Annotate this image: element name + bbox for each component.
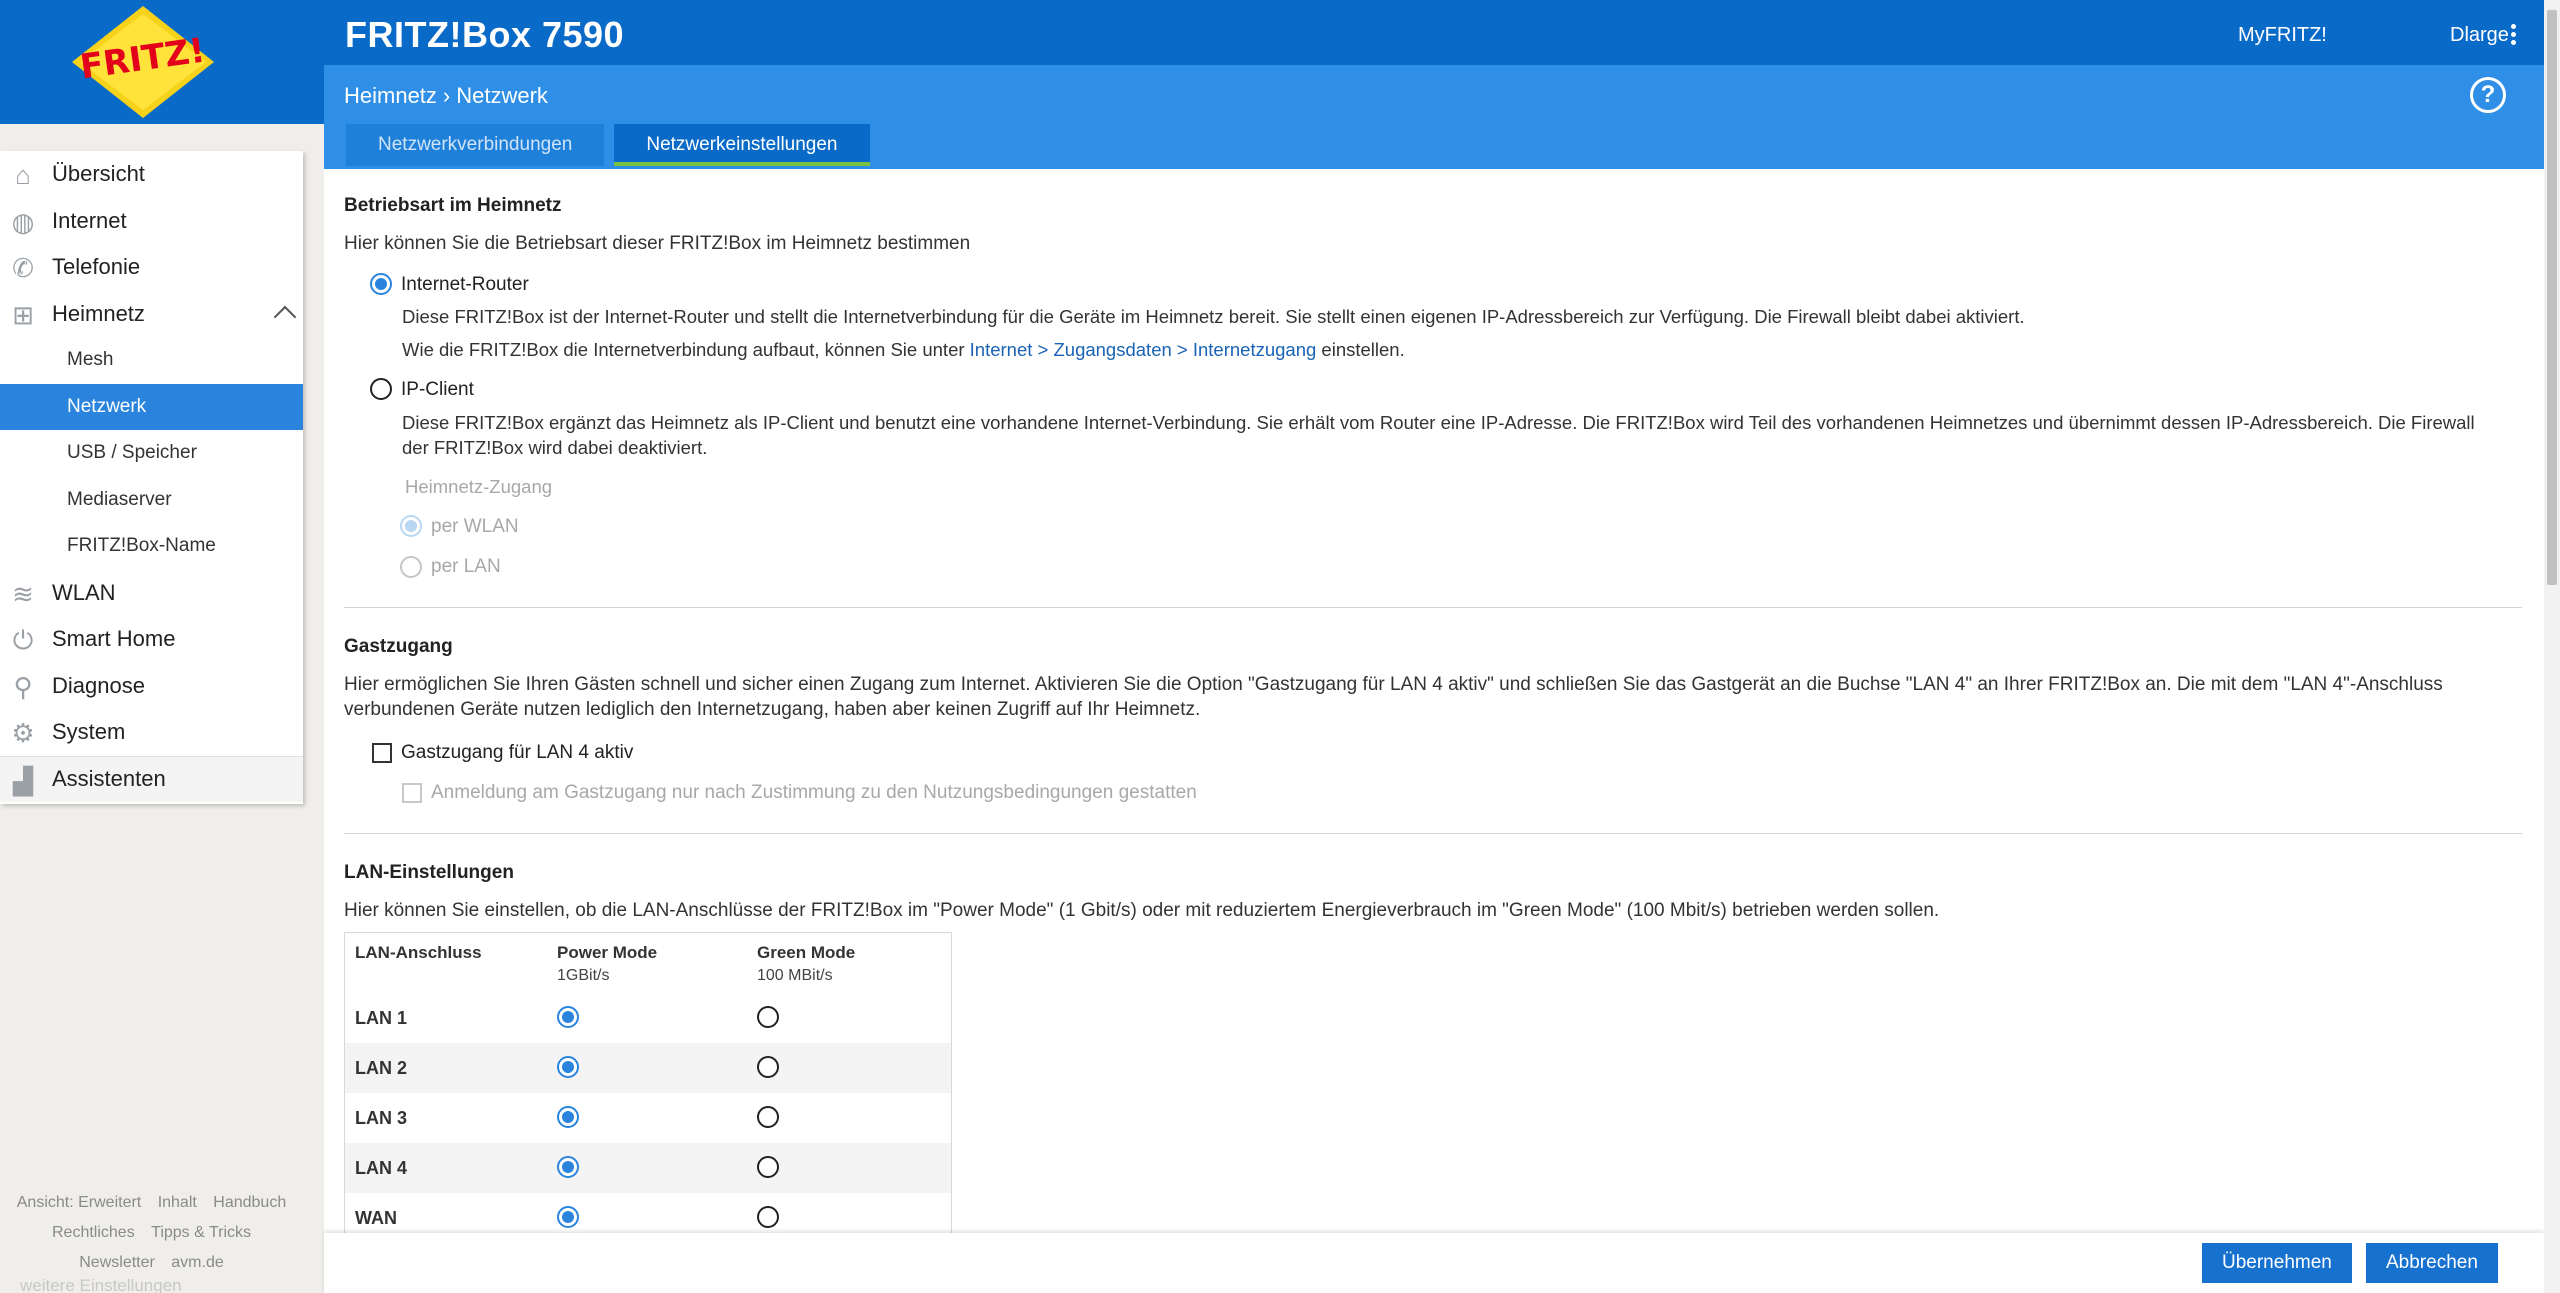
sidebar-item-smart-home[interactable] <box>0 616 303 663</box>
internet-router-desc: Diese FRITZ!Box ist der Internet-Router und stellt die Internetverbindung für die Geräte im Heimnetz bereit. Sie stellt einen eigenen IP-Adressbereich zur Verfügung. Die Firewall bleibt dabei aktiviert. <box>402 306 2025 327</box>
globe-icon: ◍ <box>11 206 35 237</box>
sidebar-item-wlan[interactable] <box>0 570 303 617</box>
gastzugang-checkbox[interactable] <box>372 743 392 763</box>
assistant-icon: ▟ <box>13 765 33 796</box>
ip-client-label[interactable]: IP-Client <box>401 379 474 400</box>
table-row <box>345 1043 951 1093</box>
sidebar-item-uebersicht[interactable] <box>0 151 303 198</box>
internet-router-label[interactable]: Internet-Router <box>401 274 529 295</box>
handbuch-link[interactable]: Handbuch <box>213 1194 287 1211</box>
green-mode-radio[interactable] <box>757 1206 779 1228</box>
sidebar-item-label: Übersicht <box>52 161 145 187</box>
table-row <box>345 1093 951 1143</box>
apply-button[interactable]: Übernehmen <box>2202 1243 2352 1283</box>
sidebar-item-label: Telefonie <box>52 254 141 280</box>
green-mode-radio[interactable] <box>757 1006 779 1028</box>
nutzungsbedingungen-label: Anmeldung am Gastzugang nur nach Zustimmung zu den Nutzungsbedingungen gestatten <box>431 782 1197 803</box>
system-icon: ⚙ <box>11 718 35 748</box>
col-green-mode: Green Mode <box>757 943 856 962</box>
col-lan-anschluss: LAN-Anschluss <box>355 943 482 962</box>
ip-client-desc2: der FRITZ!Box wird dabei deaktiviert. <box>402 437 708 458</box>
logo-area <box>0 0 324 124</box>
user-name[interactable]: Dlarge <box>2450 24 2509 46</box>
lan-table <box>344 932 952 1244</box>
sidebar-item-label: Heimnetz <box>52 300 145 326</box>
lan-desc: Hier können Sie einstellen, ob die LAN-Anschlüsse der FRITZ!Box im "Power Mode" (1 Gbit/s) oder mit reduziertem Energieverbrauch im "Green Mode" (100 Mbit/s) betrieben werden sollen. <box>344 900 1940 921</box>
lan-table-header <box>345 933 951 993</box>
fritz-logo[interactable] <box>68 4 218 120</box>
divider <box>344 833 2522 834</box>
svg-text:FRITZ!: FRITZ! <box>77 30 208 88</box>
per-lan-radio[interactable] <box>400 556 422 578</box>
sidebar-footer <box>0 1188 303 1278</box>
ip-client-radio[interactable] <box>370 378 392 400</box>
home-icon: ⌂ <box>15 160 31 190</box>
internet-router-desc2 <box>402 339 1405 361</box>
lan-port-name: LAN 2 <box>355 1058 408 1078</box>
weitere-einstellungen-toggle[interactable]: weitere Einstellungen <box>20 1276 182 1293</box>
smart-home-icon: ⏻ <box>12 625 34 655</box>
tab-netzwerkeinstellungen[interactable]: Netzwerkeinstellungen <box>614 124 869 166</box>
app-title: FRITZ!Box 7590 <box>345 14 625 55</box>
sidebar-item-internet[interactable] <box>0 198 303 245</box>
heimnetz-zugang-label: Heimnetz-Zugang <box>405 476 553 497</box>
chevron-up-icon[interactable] <box>274 305 297 328</box>
diagnose-icon: ⚲ <box>13 671 33 702</box>
internetzugang-link[interactable]: Internet > Zugangsdaten > Internetzugang <box>969 339 1317 360</box>
gastzugang-desc2: verbundenen Geräte nutzen lediglich den Internetzugang, haben aber keinen Zugriff auf Ihr Heimnetz. <box>344 699 1201 720</box>
router-desc2-post: einstellen. <box>1321 339 1405 360</box>
power-mode-radio[interactable] <box>557 1206 579 1228</box>
sidebar-item-assistenten[interactable] <box>0 756 303 803</box>
table-row <box>345 1143 951 1193</box>
lan-port-name: LAN 3 <box>355 1108 408 1128</box>
lan-port-name: WAN <box>355 1208 397 1228</box>
power-mode-radio[interactable] <box>557 1156 579 1178</box>
sidebar-item-label: System <box>52 719 126 745</box>
sub-header <box>324 65 2544 169</box>
avm-link[interactable]: avm.de <box>171 1254 224 1271</box>
power-mode-radio[interactable] <box>557 1056 579 1078</box>
page-scrollbar[interactable] <box>2544 0 2560 1293</box>
breadcrumb-current: Netzwerk <box>456 83 548 108</box>
sidebar-item-label: WLAN <box>52 579 116 605</box>
scrollbar-thumb[interactable] <box>2547 10 2557 585</box>
sidebar-item-telefonie[interactable] <box>0 244 303 291</box>
green-mode-radio[interactable] <box>757 1106 779 1128</box>
sidebar-subitem-mesh[interactable]: Mesh <box>67 349 114 371</box>
ip-client-desc: Diese FRITZ!Box ergänzt das Heimnetz als IP-Client und benutzt eine vorhandene Internet-Verbindung. Sie erhält vom Router eine IP-Adresse. Die FRITZ!Box wird Teil des vorhandenen Heimnetzes und übernimmt dessen IP-Adressbereich. Die Firewall <box>402 412 2475 433</box>
sidebar-subitem-mediaserver[interactable]: Mediaserver <box>67 488 172 510</box>
sidebar-item-system[interactable] <box>0 709 303 756</box>
ansicht-link[interactable]: Ansicht: Erweitert <box>16 1194 142 1211</box>
network-icon: ⊞ <box>12 299 34 330</box>
col-green-mode-sub: 100 MBit/s <box>757 967 833 984</box>
internet-router-radio[interactable] <box>370 273 392 295</box>
table-row <box>345 993 951 1043</box>
gastzugang-checkbox-label[interactable]: Gastzugang für LAN 4 aktiv <box>401 742 634 763</box>
main-content <box>324 169 2544 1293</box>
power-mode-radio[interactable] <box>557 1006 579 1028</box>
newsletter-link[interactable]: Newsletter <box>79 1254 155 1271</box>
green-mode-radio[interactable] <box>757 1156 779 1178</box>
rechtliches-link[interactable]: Rechtliches <box>51 1224 135 1241</box>
sidebar-subitem-netzwerk[interactable]: Netzwerk <box>0 384 303 431</box>
sidebar <box>0 151 303 804</box>
breadcrumb <box>344 83 548 109</box>
sidebar-item-label: Smart Home <box>52 626 176 652</box>
sidebar-item-heimnetz[interactable] <box>0 291 303 338</box>
sidebar-item-label: Assistenten <box>52 766 166 792</box>
phone-icon: ✆ <box>12 253 34 283</box>
power-mode-radio[interactable] <box>557 1106 579 1128</box>
tab-netzwerkverbindungen[interactable]: Netzwerkverbindungen <box>346 124 604 166</box>
sidebar-item-label: Diagnose <box>52 672 145 698</box>
chevron-right-icon: › <box>442 83 451 108</box>
lan-title: LAN-Einstellungen <box>344 862 514 883</box>
more-menu-icon[interactable] <box>2508 24 2518 46</box>
per-wlan-label: per WLAN <box>431 516 519 537</box>
breadcrumb-parent[interactable]: Heimnetz <box>344 83 437 108</box>
betriebsart-title: Betriebsart im Heimnetz <box>344 195 562 216</box>
tipps-link[interactable]: Tipps & Tricks <box>151 1224 252 1241</box>
green-mode-radio[interactable] <box>757 1056 779 1078</box>
gastzugang-desc: Hier ermöglichen Sie Ihren Gästen schnell und sicher einen Zugang zum Internet. Aktivieren Sie die Option "Gastzugang für LAN 4 aktiv" und schließen Sie das Gastgerät an die Buchse "LAN 4" an Ihrer FRITZ!Box an. Die mit dem "LAN 4"-Anschluss <box>344 674 2443 695</box>
lan-port-name: LAN 4 <box>355 1158 408 1178</box>
router-desc2-pre: Wie die FRITZ!Box die Internetverbindung aufbaut, können Sie unter <box>402 339 965 360</box>
col-power-mode: Power Mode <box>557 943 658 962</box>
action-bar <box>324 1233 2544 1293</box>
sidebar-subitem-fritzbox-name[interactable]: FRITZ!Box-Name <box>67 535 216 557</box>
divider <box>344 607 2522 608</box>
nutzungsbedingungen-checkbox[interactable] <box>402 783 422 803</box>
myfritz-link[interactable]: MyFRITZ! <box>2238 24 2327 46</box>
lan-port-name: LAN 1 <box>355 1008 408 1028</box>
tab-bar <box>346 124 870 166</box>
help-icon[interactable]: ? <box>2470 77 2506 113</box>
gastzugang-title: Gastzugang <box>344 636 453 657</box>
cancel-button[interactable]: Abbrechen <box>2366 1243 2498 1283</box>
inhalt-link[interactable]: Inhalt <box>157 1194 197 1211</box>
col-power-mode-sub: 1GBit/s <box>557 967 610 984</box>
sidebar-item-diagnose[interactable] <box>0 663 303 710</box>
sidebar-subitem-usb-speicher[interactable]: USB / Speicher <box>67 442 197 464</box>
sidebar-item-label: Internet <box>52 207 127 233</box>
per-lan-label: per LAN <box>431 556 501 577</box>
betriebsart-intro: Hier können Sie die Betriebsart dieser FRITZ!Box im Heimnetz bestimmen <box>344 233 971 254</box>
per-wlan-radio[interactable] <box>400 515 422 537</box>
wifi-icon: ≋ <box>12 578 34 609</box>
